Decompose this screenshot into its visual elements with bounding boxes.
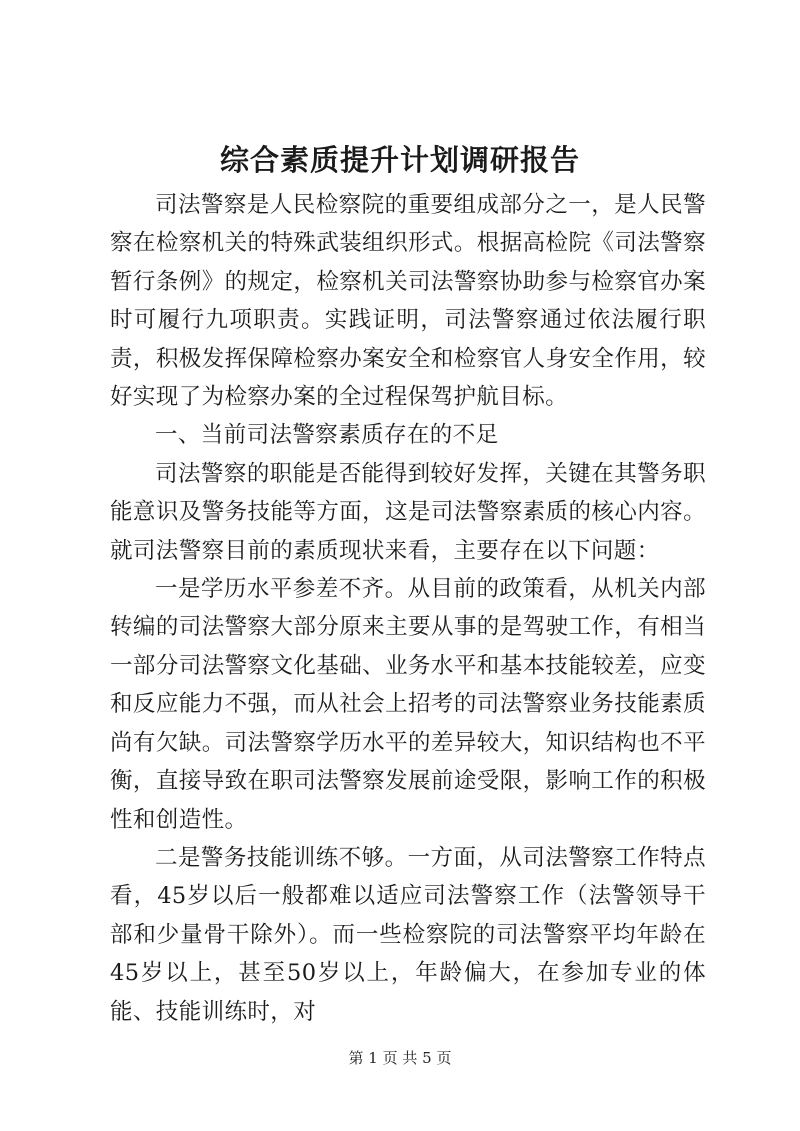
document-body	[110, 186, 706, 1031]
section-heading: 一、当前司法警察素质存在的不足	[155, 422, 499, 449]
paragraph-overview: 司法警察的职能是否能得到较好发挥，关键在其警务职能意识及警务技能等方面，这是司法警察素质的核心内容。就司法警察目前的素质现状来看，主要存在以下问题：	[110, 460, 706, 564]
page-number: 第 1 页 共 5 页	[348, 1049, 452, 1067]
paragraph-point-2: 二是警务技能训练不够。一方面，从司法警察工作特点看，45岁以后一般都难以适应司法警察工作（法警领导干部和少量骨干除外）。而一些检察院的司法警察平均年龄在45岁以上，甚至50岁以上，年龄偏大，在参加专业的体能、技能训练时，对	[110, 844, 706, 1025]
paragraph-point-1: 一是学历水平参差不齐。从目前的政策看，从机关内部转编的司法警察大部分原来主要从事的是驾驶工作，有相当一部分司法警察文化基础、业务水平和基本技能较差，应变和反应能力不强，而从社会上招考的司法警察业务技能素质尚有欠缺。司法警察学历水平的差异较大，知识结构也不平衡，直接导致在职司法警察发展前途受限，影响工作的积极性和创造性。	[110, 576, 706, 833]
paragraph-intro: 司法警察是人民检察院的重要组成部分之一，是人民警察在检察机关的特殊武装组织形式。根据高检院《司法警察暂行条例》的规定，检察机关司法警察协助参与检察官办案时可履行九项职责。实践证明，司法警察通过依法履行职责，积极发挥保障检察办案安全和检察官人身安全作用，较好实现了为检察办案的全过程保驾护航目标。	[110, 192, 706, 411]
page-title: 综合素质提升计划调研报告	[219, 143, 580, 177]
